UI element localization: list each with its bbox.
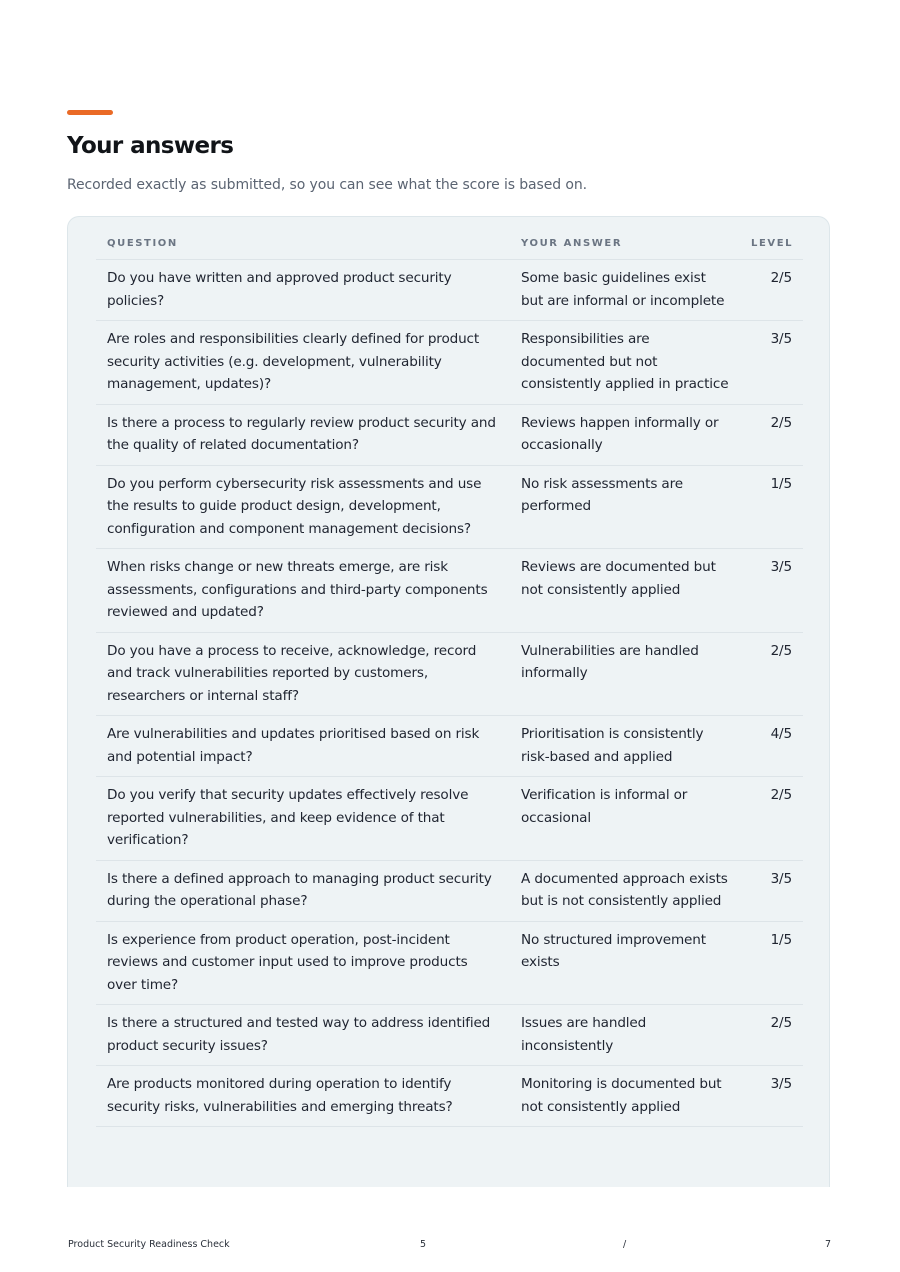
- level-cell: 2/5: [740, 260, 803, 321]
- question-cell: Is there a structured and tested way to address identified product security issues?: [96, 1005, 510, 1066]
- column-header-question: QUESTION: [96, 232, 510, 260]
- page-subtitle: Recorded exactly as submitted, so you can see what the score is based on.: [67, 177, 587, 193]
- answer-cell: Verification is informal or occasional: [510, 777, 740, 861]
- level-cell: 2/5: [740, 404, 803, 465]
- answers-card: [67, 216, 830, 1187]
- table-row: [96, 321, 803, 405]
- level-cell: 3/5: [740, 321, 803, 405]
- answer-cell: Responsibilities are documented but not consistently applied in practice: [510, 321, 740, 405]
- table-row: [96, 777, 803, 861]
- answer-cell: Issues are handled inconsistently: [510, 1005, 740, 1066]
- level-cell: 2/5: [740, 777, 803, 861]
- answers-table: [96, 232, 803, 1127]
- answer-cell: Reviews happen informally or occasionally: [510, 404, 740, 465]
- table-row: [96, 716, 803, 777]
- table-row: [96, 404, 803, 465]
- question-cell: Are roles and responsibilities clearly defined for product security activities (e.g. development, vulnerability management, updates)?: [96, 321, 510, 405]
- level-cell: 4/5: [740, 716, 803, 777]
- answers-table-body: [96, 260, 803, 1127]
- question-cell: Are products monitored during operation to identify security risks, vulnerabilities and emerging threats?: [96, 1066, 510, 1127]
- answer-cell: Monitoring is documented but not consistently applied: [510, 1066, 740, 1127]
- level-cell: 3/5: [740, 860, 803, 921]
- table-row: [96, 1066, 803, 1127]
- question-cell: Is there a defined approach to managing product security during the operational phase?: [96, 860, 510, 921]
- table-row: [96, 465, 803, 549]
- column-header-answer: YOUR ANSWER: [510, 232, 740, 260]
- level-cell: 3/5: [740, 1066, 803, 1127]
- answer-cell: A documented approach exists but is not consistently applied: [510, 860, 740, 921]
- answer-cell: No structured improvement exists: [510, 921, 740, 1005]
- footer-page-total: 7: [825, 1239, 832, 1250]
- column-header-level: LEVEL: [740, 232, 803, 260]
- level-cell: 1/5: [740, 921, 803, 1005]
- answer-cell: Vulnerabilities are handled informally: [510, 632, 740, 716]
- table-row: [96, 1005, 803, 1066]
- footer-page-number: 5: [420, 1239, 427, 1250]
- accent-bar: [67, 110, 113, 115]
- table-row: [96, 549, 803, 633]
- question-cell: Is there a process to regularly review product security and the quality of related documentation?: [96, 404, 510, 465]
- page-title: Your answers: [67, 133, 234, 159]
- question-cell: Is experience from product operation, post-incident reviews and customer input used to improve products over time?: [96, 921, 510, 1005]
- question-cell: Do you verify that security updates effectively resolve reported vulnerabilities, and keep evidence of that verification?: [96, 777, 510, 861]
- level-cell: 3/5: [740, 549, 803, 633]
- footer-document-title: Product Security Readiness Check: [68, 1239, 230, 1250]
- question-cell: Are vulnerabilities and updates prioritised based on risk and potential impact?: [96, 716, 510, 777]
- answer-cell: No risk assessments are performed: [510, 465, 740, 549]
- level-cell: 2/5: [740, 1005, 803, 1066]
- level-cell: 2/5: [740, 632, 803, 716]
- table-header-row: [96, 232, 803, 260]
- question-cell: Do you have a process to receive, acknowledge, record and track vulnerabilities reported by customers, researchers or internal staff?: [96, 632, 510, 716]
- answer-cell: Prioritisation is consistently risk-based and applied: [510, 716, 740, 777]
- table-row: [96, 632, 803, 716]
- question-cell: Do you have written and approved product security policies?: [96, 260, 510, 321]
- table-row: [96, 921, 803, 1005]
- question-cell: Do you perform cybersecurity risk assessments and use the results to guide product design, development, configuration and component management decisions?: [96, 465, 510, 549]
- answer-cell: Some basic guidelines exist but are informal or incomplete: [510, 260, 740, 321]
- table-row: [96, 860, 803, 921]
- footer-page-separator: /: [623, 1239, 627, 1250]
- level-cell: 1/5: [740, 465, 803, 549]
- table-row: [96, 260, 803, 321]
- answer-cell: Reviews are documented but not consistently applied: [510, 549, 740, 633]
- question-cell: When risks change or new threats emerge, are risk assessments, configurations and third-party components reviewed and updated?: [96, 549, 510, 633]
